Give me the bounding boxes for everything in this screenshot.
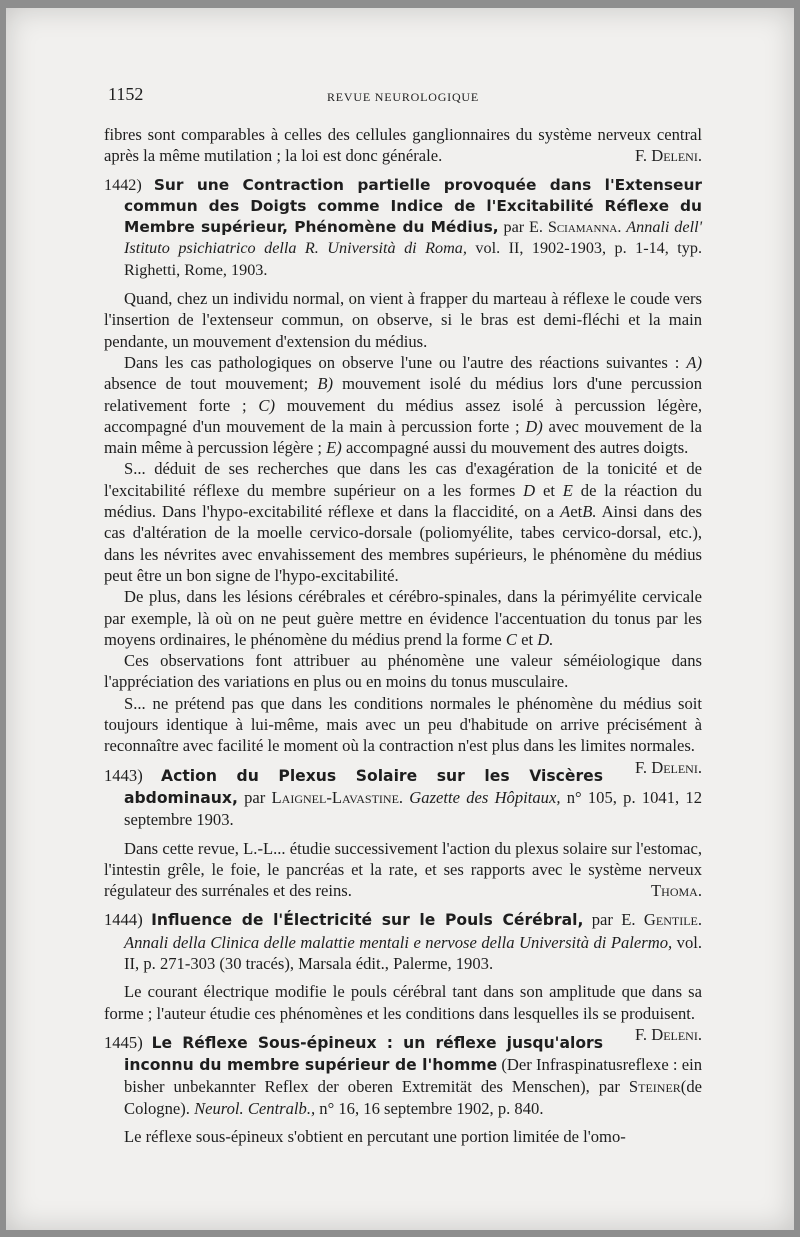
reaction-e-text: accompagné aussi du mouvement des autres doigts. [345, 438, 689, 458]
intro-signature: F. Deleni. [635, 146, 702, 166]
entry-number: 1445) [104, 1032, 143, 1052]
entry-source: Gazette des Hôpitaux, [409, 787, 561, 807]
form-letter: C [505, 629, 517, 649]
entry-title: Sur une Contraction partielle provoquée dans l'Extenseur commun des Doigts comme Indice de l'Excitabilité Réflexe du Membre supérieur, Phénomène du Médius, [124, 175, 702, 237]
entry-1443-paragraph-1 [104, 838, 702, 902]
p2-lead: Dans les cas pathologiques on observe l'une ou l'autre des réactions suivantes : [124, 352, 680, 372]
entry-author: Steiner [628, 1077, 681, 1097]
entry-by: par [244, 787, 266, 807]
entry-number: 1444) [104, 910, 143, 930]
entry-1443-signature: Thoma. [651, 881, 702, 901]
entry-1445-heading [104, 1032, 702, 1119]
entry-1442-paragraph-5: Ces observations font attribuer au phénomène une valeur séméiologique dans l'appréciation des variations en plus ou en moins du tonus musculaire. [104, 651, 702, 692]
entry-1444-heading [104, 909, 702, 974]
conjunction: et [521, 629, 534, 649]
entry-details: vol. II, 1902-1903, p. 1-14, typ. Righetti, Rome, 1903. [124, 239, 702, 279]
p1-text: Dans cette revue, L.-L... étudie successivement l'action du plexus solaire sur l'estomac, l'intestin grêle, le foie, le pancréas et la rate, et ses rapports avec le système nerveux régulateur des surrénales et des reins. [104, 838, 702, 901]
page-sheet [6, 8, 794, 1230]
conjunction: et [542, 480, 555, 500]
entry-details: n° 105, p. 1041, 12 septembre 1903. [124, 787, 702, 830]
reaction-e-label: E) [326, 438, 342, 458]
intro-text: fibres sont comparables à celles des cellules ganglionnaires du système nerveux central après la même mutilation ; la loi est donc générale. [104, 125, 702, 166]
journal-title: REVUE NEUROLOGIQUE [326, 90, 480, 104]
reaction-a-label: A) [686, 352, 702, 372]
entry-number: 1443) [104, 765, 143, 785]
p6-text: S... ne prétend pas que dans les conditions normales le phénomène du médius soit toujours identique à lui-même, mais avec un peu d'habitude on arrive précisément à reconnaître avec facilité le moment où la contraction n'est plus dans les limites normales. [104, 693, 702, 756]
entry-author: Laignel-Lavastine. [271, 787, 404, 807]
entry-german-title: (Der Infraspinatusreflexe : ein bisher unbekannter Reflex der oberen Extremität des Menschen), par [124, 1055, 702, 1097]
reaction-b-label: B) [317, 374, 334, 394]
reaction-c-text: mouvement du médius assez isolé à percussion légère, accompagné d'un mouvement de la main à percussion forte ; [104, 395, 702, 436]
entry-source: Neurol. Centralb., [194, 1098, 316, 1118]
form-letter: B. [582, 502, 597, 522]
entry-1442-paragraph-4 [104, 586, 702, 650]
entry-1442-paragraph-2 [104, 352, 702, 458]
entry-details: vol. II, p. 271-303 (30 tracés), Marsala édit., Palerme, 1903. [124, 932, 702, 973]
entry-title: Le Réflexe Sous-épineux : un réflexe jusqu'alors inconnu du membre supérieur de l'homme [124, 1033, 604, 1075]
entry-title: Influence de l'Électricité sur le Pouls Cérébral, [151, 911, 584, 930]
intro-paragraph [104, 124, 702, 167]
reaction-d-label: D) [525, 416, 543, 436]
entry-source: Annali dell' Istituto psichiatrico della R. Università di Roma, [124, 218, 703, 258]
p3-part1: S... déduit de ses recherches que dans les cas d'exagération de la tonicité et de l'excitabilité réflexe du membre supérieur on a les formes [104, 459, 702, 500]
p3-part2: de la réaction du médius. Dans l'hypo-excitabilité réflexe et dans la flaccidité, on a [104, 480, 702, 522]
p4-part1: De plus, dans les lésions cérébrales et cérébro-spinales, dans la périmyélite cervicale par exemple, là où on ne peut guère mettre en évidence l'accentuation du tonus par les moyens ordinaires, le phénomène du médius prend la forme [104, 587, 702, 649]
form-letter: A [560, 502, 571, 522]
entry-1442-paragraph-3 [104, 458, 702, 586]
entry-1442-signature: F. Deleni. [635, 757, 702, 777]
form-letter: E [562, 480, 573, 500]
entry-title: Action du Plexus Solaire sur les Viscères abdominaux, [124, 766, 604, 807]
reaction-b-text: mouvement isolé du médius lors d'une percussion relativement forte ; [104, 374, 703, 415]
entry-1445-paragraph-1: Le réflexe sous-épineux s'obtient en percutant une portion limitée de l'omo- [124, 1127, 626, 1147]
entry-city: (de Cologne). [124, 1077, 702, 1118]
entry-author: Gentile. [643, 910, 703, 930]
entry-by: par E. [591, 910, 636, 930]
entry-1442-heading [104, 175, 702, 281]
conjunction: et [570, 502, 583, 522]
entry-1442-paragraph-1: Quand, chez un individu normal, on vient à frapper du marteau à réflexe le coude vers l'insertion de l'extenseur commun, on observe, si le bras est demi-fléchi et la main pendante, un mouvement d'extension du médius. [104, 289, 702, 351]
p1-text: Le courant électrique modifie le pouls cérébral tant dans son amplitude que dans sa forme ; l'auteur étudie ces phénomènes et les conditions dans lesquelles ils se produisent. [104, 982, 702, 1023]
form-letter: D [523, 480, 536, 500]
running-header [104, 84, 702, 106]
reaction-c-label: C) [258, 395, 275, 415]
reaction-d-text: avec mouvement de la main même à percussion légère ; [104, 416, 702, 458]
page-content [104, 84, 702, 1147]
entry-by: par E. [503, 218, 543, 237]
form-letter: D. [537, 629, 554, 649]
entry-1444-signature: F. Deleni. [635, 1024, 702, 1044]
page-number: 1152 [108, 84, 144, 104]
entry-number: 1442) [104, 175, 142, 194]
entry-source: Annali della Clinica delle malattie mentali e nervose della Università di Palermo, [124, 932, 673, 952]
p3-part3: Ainsi dans des cas d'altération de la moelle cervico-dorsale (poliomyélite, tabes cervico-dorsal, etc.), dans les névrites avec envahissement des membres supérieurs, le phénomène du médius peut être un bon signe de l'hypo-excitabilité. [104, 502, 702, 585]
entry-details: n° 16, 16 septembre 1902, p. 840. [319, 1098, 544, 1118]
entry-author: Sciamanna. [547, 218, 622, 237]
reaction-a-text: absence de tout mouvement; [104, 374, 309, 394]
entry-1443-heading [104, 765, 702, 831]
